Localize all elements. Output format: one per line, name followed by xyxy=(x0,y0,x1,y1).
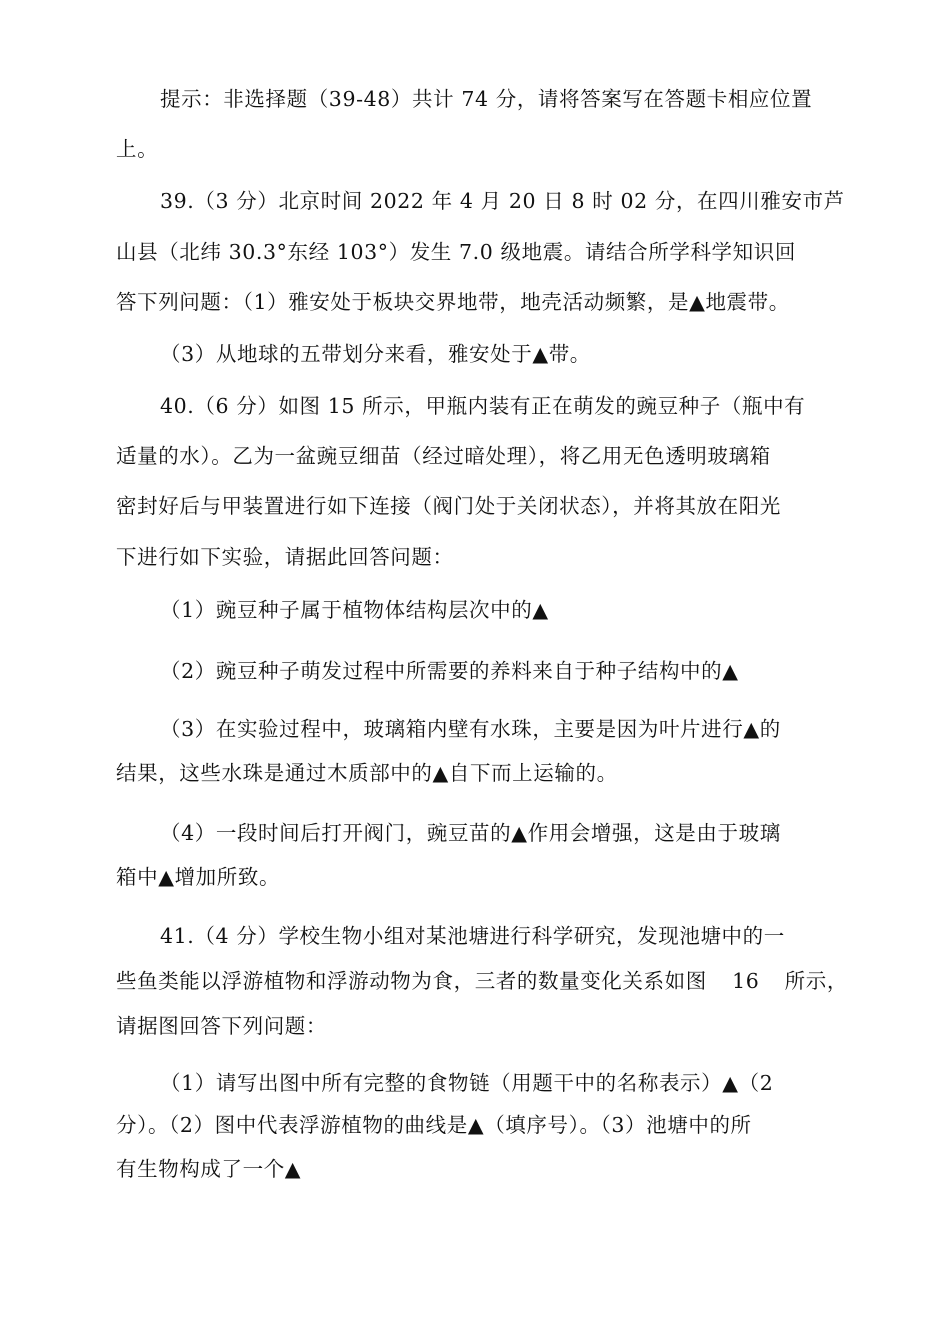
q41-line-2-figure-number: 16 xyxy=(732,969,760,993)
q40-line-4: 下进行如下实验，请据此回答问题： xyxy=(116,545,454,569)
q40-part-1: （1）豌豆种子属于植物体结构层次中的▲ xyxy=(160,598,549,622)
hint-line-1: 提示：非选择题（39-48）共计 74 分，请将答案写在答题卡相应位置 xyxy=(160,87,813,111)
q40-line-1: 40.（6 分）如图 15 所示，甲瓶内装有正在萌发的豌豆种子（瓶中有 xyxy=(160,394,806,418)
q39-line-2: 山县（北纬 30.3°东经 103°）发生 7.0 级地震。请结合所学科学知识回 xyxy=(116,240,796,264)
q39-line-3: 答下列问题：（1）雅安处于板块交界地带，地壳活动频繁，是▲地震带。 xyxy=(116,290,790,314)
q39-line-1: 39.（3 分）北京时间 2022 年 4 月 20 日 8 时 02 分，在四川雅安市芦 xyxy=(160,189,845,213)
q41-part-1-line-3: 有生物构成了一个▲ xyxy=(116,1157,302,1181)
q41-line-1: 41.（4 分）学校生物小组对某池塘进行科学研究，发现池塘中的一 xyxy=(160,924,785,948)
q41-part-1-line-1: （1）请写出图中所有完整的食物链（用题干中的名称表示）▲（2 xyxy=(160,1071,774,1095)
q41-line-2 xyxy=(116,967,848,995)
q40-part-3-line-1: （3）在实验过程中，玻璃箱内壁有水珠，主要是因为叶片进行▲的 xyxy=(160,717,781,741)
q41-part-1-line-2: 分）。（2）图中代表浮游植物的曲线是▲（填序号）。（3）池塘中的所 xyxy=(116,1113,752,1137)
hint-line-2: 上。 xyxy=(116,137,159,161)
q40-part-4-line-1: （4）一段时间后打开阀门，豌豆苗的▲作用会增强，这是由于玻璃 xyxy=(160,821,781,845)
q41-line-2-tail: 所示， xyxy=(784,969,848,993)
q39-part-3: （3）从地球的五带划分来看，雅安处于▲带。 xyxy=(160,342,591,366)
q41-line-3: 请据图回答下列问题： xyxy=(116,1014,327,1038)
q40-part-2: （2）豌豆种子萌发过程中所需要的养料来自于种子结构中的▲ xyxy=(160,659,739,683)
q40-part-4-line-2: 箱中▲增加所致。 xyxy=(116,865,281,889)
q40-part-3-line-2: 结果，这些水珠是通过木质部中的▲自下而上运输的。 xyxy=(116,761,618,785)
q40-line-2: 适量的水）。乙为一盆豌豆细苗（经过暗处理），将乙用无色透明玻璃箱 xyxy=(116,444,771,468)
q40-line-3: 密封好后与甲装置进行如下连接（阀门处于关闭状态），并将其放在阳光 xyxy=(116,494,781,518)
q41-line-2-text: 些鱼类能以浮游植物和浮游动物为食，三者的数量变化关系如图 xyxy=(116,969,707,993)
